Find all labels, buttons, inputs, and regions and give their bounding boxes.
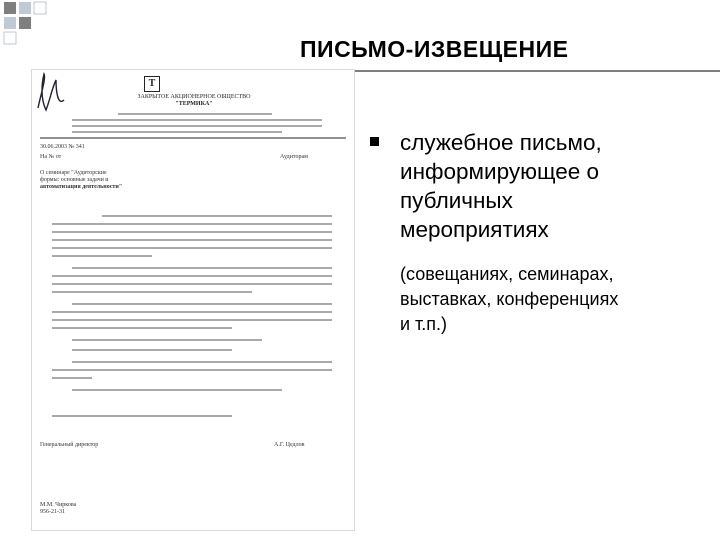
- letter-subject-line: формы: основные задачи и: [40, 177, 109, 183]
- company-logo: Т: [144, 76, 160, 92]
- bullet-sub-line: (совещаниях, семинарах,: [400, 264, 614, 284]
- letter-footer-line: М.М. Чиркова: [40, 502, 77, 508]
- letter-number: На № от: [40, 154, 62, 160]
- bullet-line: служебное письмо,: [400, 130, 602, 155]
- bullet-main-text: [400, 128, 602, 244]
- handwritten-signature: [32, 70, 72, 120]
- square-bullet-icon: [370, 137, 379, 146]
- letter-scan-image: [32, 70, 354, 530]
- bullet-line: мероприятиях: [400, 217, 549, 242]
- bullet-line: информирующее о: [400, 159, 600, 184]
- title-rule: [300, 70, 720, 72]
- bullet-line: публичных: [400, 188, 513, 213]
- company-header-line: "ТЕРМИКА": [175, 101, 213, 107]
- letter-text-lines: [32, 70, 354, 530]
- letter-signer-title: Генеральный директор: [40, 442, 99, 448]
- letter-date: 30.06.2003 № 341: [40, 144, 85, 150]
- letter-subject: [40, 170, 122, 191]
- letter-subject-line: О семинаре "Аудиторские: [40, 170, 107, 176]
- letter-signer-name: А.Г. Цедлов: [274, 442, 305, 448]
- company-header-line: ЗАКРЫТОЕ АКЦИОНЕРНОЕ ОБЩЕСТВО: [137, 94, 251, 100]
- letter-footer-line: 956-21-31: [40, 509, 65, 515]
- bullet-sub-line: выставках, конференциях: [400, 289, 619, 309]
- letter-subject-line: автоматизация деятельности": [40, 184, 123, 190]
- slide-title: ПИСЬМО-ИЗВЕЩЕНИЕ: [300, 36, 569, 62]
- letter-addressee: Аудиторам: [280, 154, 308, 160]
- bullet-sub-line: и т.п.): [400, 314, 448, 334]
- bullet-sub-text: [400, 262, 720, 337]
- corner-squares-decoration: [0, 0, 56, 48]
- letter-footer: [40, 502, 76, 516]
